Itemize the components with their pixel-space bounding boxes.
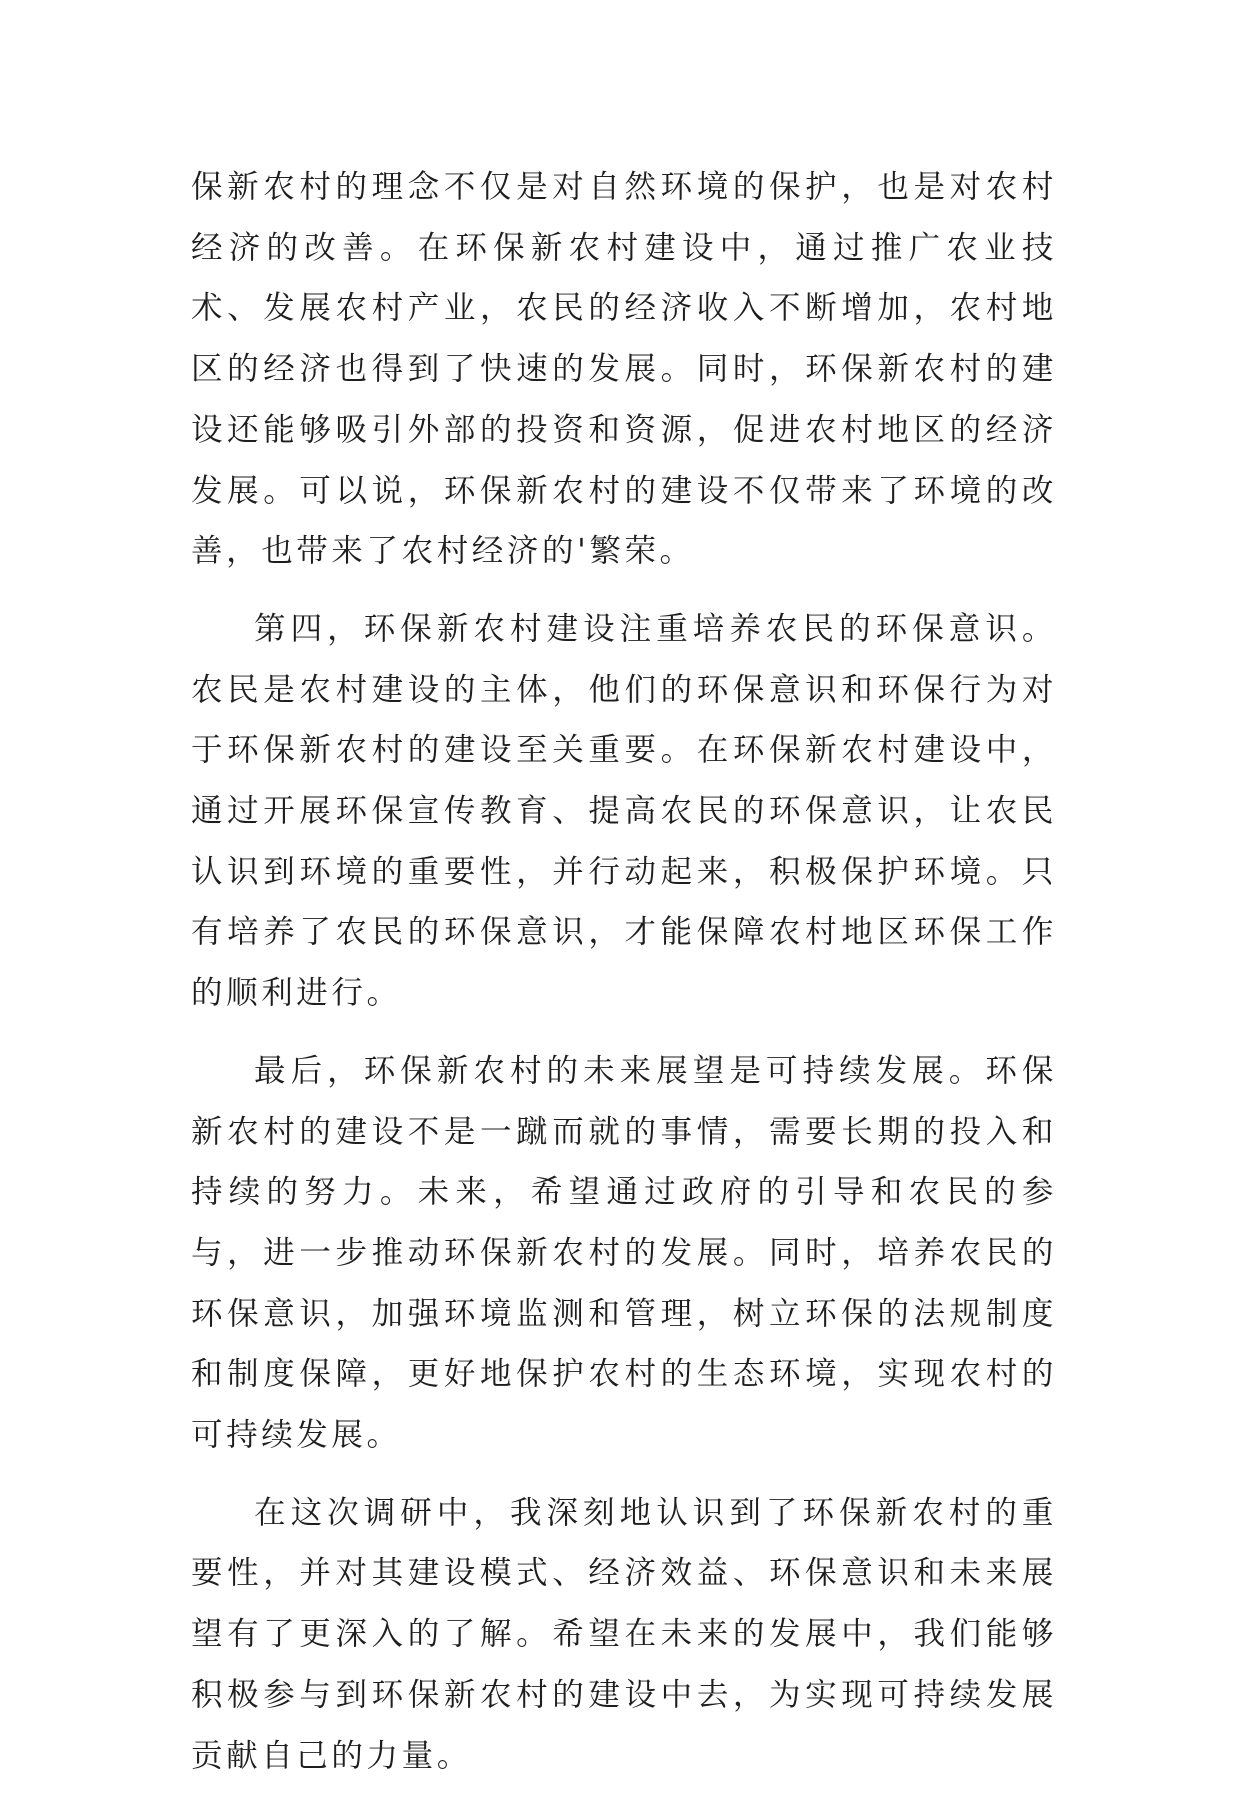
document-body: [191, 157, 1057, 1803]
paragraph-conclusion: 在这次调研中，我深刻地认识到了环保新农村的重要性，并对其建设模式、经济效益、环保意识和未来展望有了更深入的了解。希望在未来的发展中，我们能够积极参与到环保新农村的建设中去，为实现可持续发展贡献自己的力量。: [191, 1494, 1057, 1774]
paragraph-economic-benefit: 保新农村的理念不仅是对自然环境的保护，也是对农村经济的改善。在环保新农村建设中，通过推广农业技术、发展农村产业，农民的经济收入不断增加，农村地区的经济也得到了快速的发展。同时，环保新农村的建设还能够吸引外部的投资和资源，促进农村地区的经济发展。可以说，环保新农村的建设不仅带来了环境的改善，也带来了农村经济的'繁荣。: [191, 169, 1057, 570]
paragraph-environmental-awareness: 第四，环保新农村建设注重培养农民的环保意识。农民是农村建设的主体，他们的环保意识和环保行为对于环保新农村的建设至关重要。在环保新农村建设中，通过开展环保宣传教育、提高农民的环保意识，让农民认识到环境的重要性，并行动起来，积极保护环境。只有培养了农民的环保意识，才能保障农村地区环保工作的顺利进行。: [191, 610, 1057, 1012]
paragraph-future-outlook: 最后，环保新农村的未来展望是可持续发展。环保新农村的建设不是一蹴而就的事情，需要长期的投入和持续的努力。未来，希望通过政府的引导和农民的参与，进一步推动环保新农村的发展。同时，培养农民的环保意识，加强环境监测和管理，树立环保的法规制度和制度保障，更好地保护农村的生态环境，实现农村的可持续发展。: [191, 1052, 1057, 1454]
